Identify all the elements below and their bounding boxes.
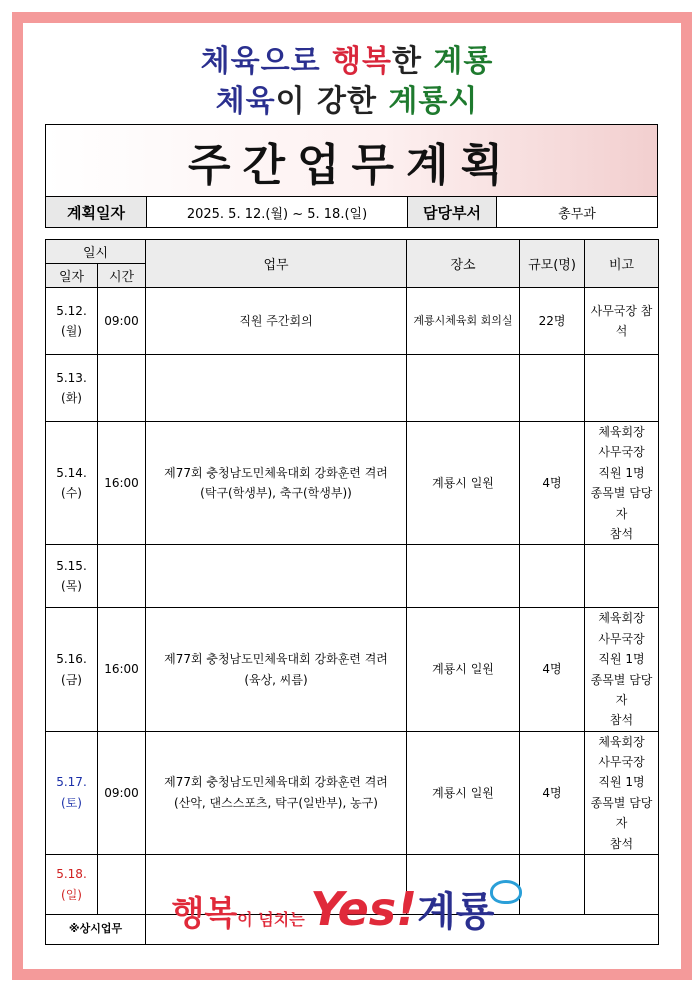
slogan-line-1: 체육으로 행복한 계룡	[200, 44, 494, 79]
row-time	[98, 545, 146, 608]
row-scale: 4명	[520, 731, 585, 854]
table-row	[46, 545, 659, 608]
row-place	[407, 355, 520, 422]
slogan-line-2: 체육이 강한 계룡시	[215, 84, 479, 119]
header-place: 장소	[407, 240, 520, 288]
row-task	[146, 545, 407, 608]
row-place: 계룡시 일원	[407, 422, 520, 545]
dept-value: 총무과	[497, 197, 658, 228]
plan-meta-table	[45, 196, 658, 228]
row-time: 16:00	[98, 422, 146, 545]
row-date: 5.18. (일)	[46, 855, 98, 915]
row-note: 사무국장 참석	[585, 288, 659, 355]
row-time: 16:00	[98, 608, 146, 731]
row-note: 체육회장 사무국장 직원 1명 종목별 담당자 참석	[585, 608, 659, 731]
row-place: 계룡시 일원	[407, 608, 520, 731]
row-note	[585, 545, 659, 608]
dept-label: 담당부서	[408, 197, 497, 228]
row-task: 직원 주간회의	[146, 288, 407, 355]
row-date: 5.12. (월)	[46, 288, 98, 355]
row-time: 09:00	[98, 731, 146, 854]
heart-icon	[490, 880, 522, 904]
row-note	[585, 355, 659, 422]
row-scale: 4명	[520, 422, 585, 545]
row-date: 5.14. (수)	[46, 422, 98, 545]
row-task: 제77회 충청남도민체육대회 강화훈련 격려 (육상, 씨름)	[146, 608, 407, 731]
title-banner	[45, 124, 658, 197]
header-note: 비고	[585, 240, 659, 288]
row-task: 제77회 충청남도민체육대회 강화훈련 격려 (산악, 댄스스포츠, 탁구(일반부), 농구)	[146, 731, 407, 854]
row-place	[407, 545, 520, 608]
header-day: 일자	[46, 264, 98, 288]
row-task	[146, 355, 407, 422]
row-date: 5.13. (화)	[46, 355, 98, 422]
row-scale: 4명	[520, 608, 585, 731]
row-scale: 22명	[520, 288, 585, 355]
routine-work-label: ※상시업무	[46, 915, 146, 945]
row-time: 09:00	[98, 288, 146, 355]
plan-date-value: 2025. 5. 12.(월) ~ 5. 18.(일)	[147, 197, 408, 228]
footer-slogan: 행복이 넘치는 Yes!계룡	[0, 880, 694, 937]
page-title: 주간업무계획	[187, 140, 516, 191]
row-task: 제77회 충청남도민체육대회 강화훈련 격려 (탁구(학생부), 축구(학생부))	[146, 422, 407, 545]
row-note: 체육회장 사무국장 직원 1명 종목별 담당자 참석	[585, 731, 659, 854]
header-scale: 규모(명)	[520, 240, 585, 288]
row-scale	[520, 545, 585, 608]
header-task: 업무	[146, 240, 407, 288]
header-datetime: 일시	[46, 240, 146, 264]
table-row	[46, 422, 659, 545]
plan-date-label: 계획일자	[46, 197, 147, 228]
table-row	[46, 731, 659, 854]
row-date: 5.17. (토)	[46, 731, 98, 854]
row-place: 계룡시체육회 회의실	[407, 288, 520, 355]
row-place: 계룡시 일원	[407, 731, 520, 854]
schedule-table	[45, 239, 659, 945]
row-date: 5.15. (목)	[46, 545, 98, 608]
row-time	[98, 355, 146, 422]
row-note: 체육회장 사무국장 직원 1명 종목별 담당자 참석	[585, 422, 659, 545]
table-row	[46, 355, 659, 422]
table-row	[46, 288, 659, 355]
table-row	[46, 608, 659, 731]
row-date: 5.16. (금)	[46, 608, 98, 731]
header-time: 시간	[98, 264, 146, 288]
row-scale	[520, 355, 585, 422]
